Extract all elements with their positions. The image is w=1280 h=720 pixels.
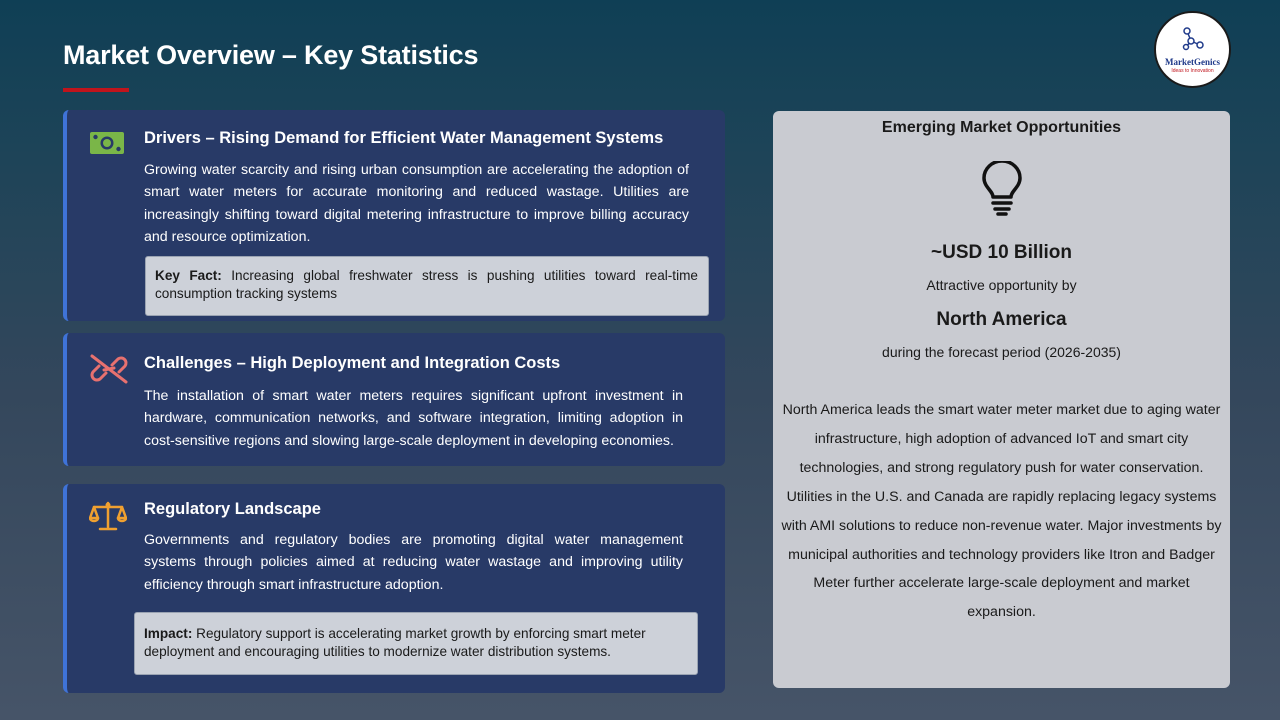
opportunity-value: ~USD 10 Billion <box>931 242 1072 263</box>
lightbulb-icon <box>978 161 1026 222</box>
key-fact-label: Key Fact: <box>155 268 222 283</box>
drivers-card <box>63 110 725 321</box>
regulatory-card <box>63 484 725 693</box>
regulatory-title: Regulatory Landscape <box>144 500 321 518</box>
opportunities-title: Emerging Market Opportunities <box>881 119 1122 136</box>
money-icon <box>89 129 125 162</box>
title-underline <box>63 88 129 92</box>
opportunity-subtitle: Attractive opportunity by <box>926 277 1077 293</box>
drivers-text: Growing water scarcity and rising urban consumption are accelerating the adoption of smart water meters for accurate monitoring and reduced wastage. Utilities are increasingly shifting toward digital metering infrastructure to improve billing accuracy and resource optimization. <box>144 162 689 245</box>
opportunity-region: North America <box>936 309 1067 330</box>
scales-icon <box>89 500 127 537</box>
company-logo <box>1154 11 1231 88</box>
drivers-title: Drivers – Rising Demand for Efficient Water Management Systems <box>144 129 664 147</box>
opportunities-panel <box>773 111 1230 688</box>
impact-note <box>134 612 698 675</box>
challenges-title: Challenges – High Deployment and Integration Costs <box>144 354 561 372</box>
key-fact-note <box>145 256 709 316</box>
challenges-text: The installation of smart water meters requires significant upfront investment in hardware, communication networks, and software integration, limiting adoption in cost-sensitive regions and slowing large-scale deployment in developing economies. <box>144 388 683 449</box>
molecule-icon <box>1182 27 1204 51</box>
page-title: Market Overview – Key Statistics <box>63 40 479 70</box>
challenges-card <box>63 333 725 466</box>
key-fact-text: Increasing global freshwater stress is pushing utilities toward real-time consumption tracking systems <box>155 268 698 301</box>
logo-tagline: Ideas to Innovation <box>1171 68 1214 74</box>
impact-text: Regulatory support is accelerating market growth by enforcing smart meter deployment and encouraging utilities to modernize water distribution systems. <box>144 626 646 659</box>
impact-label: Impact: <box>144 626 193 641</box>
logo-name: MarketGenics <box>1165 57 1220 67</box>
opportunity-description: North America leads the smart water meter market due to aging water infrastructure, high adoption of advanced IoT and smart city technologies, and strong regulatory push for water conservation. Utilities in the U.S. and Canada are rapidly replacing legacy systems with AMI solutions to reduce non-revenue water. Major investments by municipal authorities and technology providers like Itron and Badger Meter further accelerate large-scale deployment and market expansion. <box>781 402 1222 621</box>
regulatory-text: Governments and regulatory bodies are promoting digital water management systems through policies aimed at reducing water wastage and improving utility efficiency through smart infrastructure adoption. <box>144 532 683 593</box>
broken-link-icon <box>89 353 129 390</box>
forecast-period: during the forecast period (2026-2035) <box>882 344 1121 360</box>
